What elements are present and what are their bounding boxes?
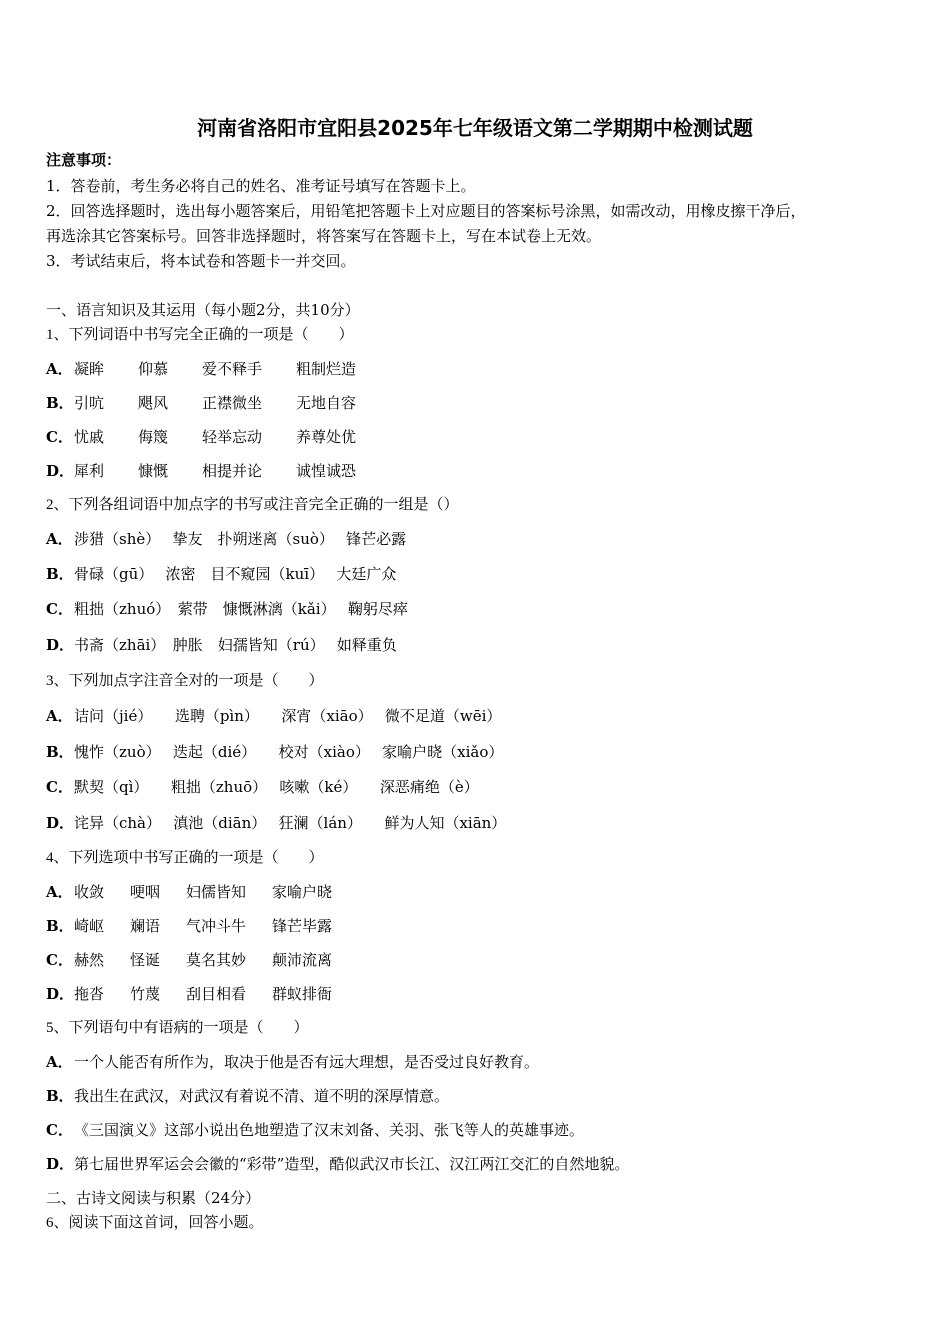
option-word: 气冲斗牛 — [186, 917, 247, 935]
q3-option-d — [46, 813, 506, 833]
option-word: 仰慕 — [138, 360, 169, 378]
option-word: 慷慨 — [138, 462, 169, 480]
q1-option-a — [46, 359, 390, 379]
option-text: 一个人能否有所作为，取决于他是否有远大理想，是否受过良好教育。 — [74, 1053, 540, 1071]
option-letter: C． — [46, 1121, 73, 1139]
option-text: 《三国演义》这部小说出色地塑造了汉末刘备、关羽、张飞等人的英雄事迹。 — [74, 1121, 585, 1139]
notice-item-3: 3．考试结束后，将本试卷和答题卡一并交回。 — [46, 252, 356, 270]
option-word: 忧戚 — [74, 428, 105, 446]
option-word: 怪诞 — [130, 951, 161, 969]
option-word: 哽咽 — [130, 883, 161, 901]
option-word: 莫名其妙 — [186, 951, 247, 969]
option-letter: D． — [46, 814, 75, 832]
option-word: 家喻户晓 — [272, 883, 333, 901]
option-word: 凝眸 — [74, 360, 105, 378]
option-letter: C． — [46, 600, 73, 618]
q3-option-a — [46, 706, 501, 726]
option-text: 涉猎（shè） 挚友 扑朔迷离（suò） 锋芒必露 — [74, 530, 407, 548]
q4-option-a — [46, 882, 366, 902]
option-word: 群蚁排衙 — [272, 985, 333, 1003]
q2-stem: 2、下列各组词语中加点字的书写或注音完全正确的一组是（） — [46, 497, 459, 513]
option-word: 拖沓 — [74, 985, 105, 1003]
q5-stem: 5、下列语句中有语病的一项是（ ） — [46, 1020, 309, 1036]
option-word: 犀利 — [74, 462, 105, 480]
option-text: 诧异（chà） 滇池（diān） 狂澜（lán） 鲜为人知（xiān） — [74, 814, 507, 832]
option-letter: B． — [46, 917, 74, 935]
option-text: 我出生在武汉，对武汉有着说不清、道不明的深厚情意。 — [74, 1087, 450, 1105]
option-letter: B． — [46, 1087, 74, 1105]
option-word: 锋芒毕露 — [272, 917, 333, 935]
q4-option-c — [46, 950, 366, 970]
option-word: 正襟微坐 — [202, 394, 263, 412]
option-letter: B． — [46, 565, 74, 583]
option-letter: C． — [46, 951, 73, 969]
q1-option-b — [46, 393, 390, 413]
option-word: 收敛 — [74, 883, 105, 901]
option-word: 妇儒皆知 — [186, 883, 247, 901]
section-1-heading: 一、语言知识及其运用（每小题2分，共10分） — [46, 301, 360, 319]
option-text: 诘问（jié） 选聘（pìn） 深宵（xiāo） 微不足道（wēi） — [74, 707, 502, 725]
notice-item-2: 2．回答选择题时，选出每小题答案后，用铅笔把答题卡上对应题目的答案标号涂黑，如需改动，用橡皮擦干净后， — [46, 202, 806, 220]
q1-stem: 1、下列词语中书写完全正确的一项是（ ） — [46, 327, 354, 343]
option-word: 轻举忘动 — [202, 428, 263, 446]
q2-option-d — [46, 635, 397, 655]
option-word: 养尊处优 — [296, 428, 357, 446]
section-2-heading: 二、古诗文阅读与积累（24分） — [46, 1189, 261, 1207]
option-letter: A． — [46, 707, 73, 725]
q3-stem: 3、下列加点字注音全对的一项是（ ） — [46, 673, 324, 689]
option-word: 刮目相看 — [186, 985, 247, 1003]
option-letter: A． — [46, 360, 73, 378]
q3-option-c — [46, 777, 479, 797]
q2-option-a — [46, 529, 406, 549]
option-letter: A． — [46, 1053, 73, 1071]
q1-option-c — [46, 427, 390, 447]
option-letter: A． — [46, 530, 73, 548]
option-word: 引吭 — [74, 394, 105, 412]
option-word: 侮篾 — [138, 428, 169, 446]
notice-item-2-continued: 再选涂其它答案标号。回答非选择题时，将答案写在答题卡上，写在本试卷上无效。 — [46, 227, 602, 245]
option-word: 崎岖 — [74, 917, 105, 935]
option-word: 斓语 — [130, 917, 161, 935]
option-word: 诚惶诚恐 — [296, 462, 357, 480]
option-word: 相提并论 — [202, 462, 263, 480]
option-text: 愧怍（zuò） 迭起（dié） 校对（xiào） 家喻户晓（xiǎo） — [74, 743, 504, 761]
option-letter: C． — [46, 428, 73, 446]
option-text: 书斋（zhāi） 肿胀 妇孺皆知（rú） 如释重负 — [74, 636, 397, 654]
option-letter: D． — [46, 1155, 75, 1173]
notice-item-1: 1．答卷前，考生务必将自己的姓名、准考证号填写在答题卡上。 — [46, 177, 476, 195]
option-text: 粗拙（zhuó） 萦带 慷慨淋漓（kǎi） 鞠躬尽瘁 — [74, 600, 408, 618]
option-letter: D． — [46, 636, 75, 654]
option-word: 赫然 — [74, 951, 105, 969]
q5-option-c — [46, 1120, 584, 1140]
q4-stem: 4、下列选项中书写正确的一项是（ ） — [46, 850, 324, 866]
option-word: 粗制烂造 — [296, 360, 357, 378]
q5-option-a — [46, 1052, 539, 1072]
option-letter: D． — [46, 985, 75, 1003]
option-word: 无地自容 — [296, 394, 357, 412]
option-letter: C． — [46, 778, 73, 796]
option-letter: D． — [46, 462, 75, 480]
option-word: 竹蔑 — [130, 985, 161, 1003]
option-word: 颠沛流离 — [272, 951, 333, 969]
option-text: 第七届世界军运会会徽的“彩带”造型，酷似武汉市长江、汉江两江交汇的自然地貌。 — [74, 1155, 630, 1173]
q6-stem: 6、阅读下面这首词，回答小题。 — [46, 1215, 264, 1231]
q1-option-d — [46, 461, 390, 481]
q5-option-b — [46, 1086, 449, 1106]
q3-option-b — [46, 742, 503, 762]
option-word: 飓风 — [138, 394, 169, 412]
option-letter: B． — [46, 394, 74, 412]
option-text: 骨碌（gū） 浓密 目不窥园（kuī） 大廷广众 — [74, 565, 397, 583]
q2-option-b — [46, 564, 396, 584]
option-letter: B． — [46, 743, 74, 761]
page-title: 河南省洛阳市宜阳县2025年七年级语文第二学期期中检测试题 — [197, 116, 753, 140]
option-text: 默契（qì） 粗拙（zhuō） 咳嗽（ké） 深恶痛绝（è） — [74, 778, 479, 796]
notice-heading: 注意事项： — [46, 151, 122, 169]
option-word: 爱不释手 — [202, 360, 263, 378]
q4-option-b — [46, 916, 366, 936]
q2-option-c — [46, 599, 408, 619]
q5-option-d — [46, 1154, 629, 1174]
option-letter: A． — [46, 883, 73, 901]
q4-option-d — [46, 984, 366, 1004]
